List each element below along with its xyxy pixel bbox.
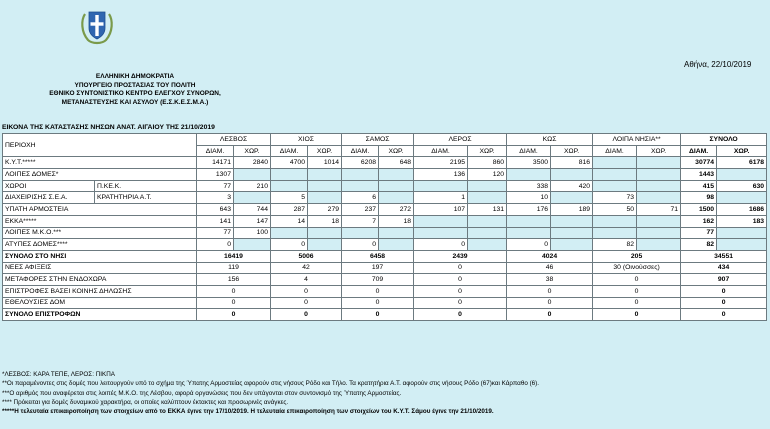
data-cell: 643 — [197, 204, 234, 216]
table-row — [3, 192, 767, 204]
flow-cell: 197 — [342, 262, 414, 274]
flow-cell: 0 — [507, 309, 593, 321]
data-cell — [468, 215, 507, 227]
diam-subheader: ΔΙΑΜ. — [342, 145, 379, 157]
row-label: ΛΟΙΠΕΣ Μ.Κ.Ο.*** — [3, 227, 197, 239]
header-line: ΕΘΝΙΚΟ ΣΥΝΤΟΝΙΣΤΙΚΟ ΚΕΝΤΡΟ ΕΛΕΓΧΟΥ ΣΥΝΟΡΩΝ, — [49, 90, 221, 98]
total-chor-cell — [717, 227, 767, 239]
data-cell: 5 — [271, 192, 308, 204]
flow-total-cell: 0 — [681, 285, 767, 297]
flow-cell: 0 — [271, 309, 342, 321]
footnote-line: **Οι παραμένοντες στις δομές που λειτουργούν υπό το σχήμα της Ύπατης Αρμοστείας αφορούν στις νήσους Ρόδο και Τήλο. Τα κρατητήρια Α.Τ. αφορούν στις νήσους Ρόδο (67)και Κάρπαθο (6). — [2, 380, 540, 388]
total-chor-cell: 6178 — [717, 157, 767, 169]
data-cell — [507, 227, 551, 239]
table-row — [3, 157, 767, 169]
footnote-line: **** Πρόκειται για δομές δυναμικού χαρακτήρα, οι οποίες καλύπτουν έκτακτες και προσωρινές ανάγκες. — [2, 398, 289, 406]
island-total-cell: 205 — [593, 250, 681, 262]
choroi-sub-label: ΚΡΑΤΗΤΗΡΙΑ Α.Τ. — [95, 192, 197, 204]
data-cell: 73 — [593, 192, 637, 204]
row-label: ΣΥΝΟΛΟ ΣΤΟ ΝΗΣΙ — [3, 250, 197, 262]
data-cell: 0 — [507, 239, 551, 251]
data-cell — [342, 180, 379, 192]
flow-row — [3, 262, 767, 274]
flow-cell: 0 — [342, 309, 414, 321]
flow-cell: 0 — [414, 274, 507, 286]
row-label: ΕΚΚΑ***** — [3, 215, 197, 227]
data-cell — [551, 239, 593, 251]
row-label: ΜΕΤΑΦΟΡΕΣ ΣΤΗΝ ΕΝΔΟΧΩΡΑ — [3, 274, 197, 286]
data-cell: 6 — [342, 192, 379, 204]
flow-cell: 0 — [342, 297, 414, 309]
data-cell — [379, 239, 414, 251]
flow-row — [3, 309, 767, 321]
total-chor-cell — [717, 192, 767, 204]
islands-status-table — [2, 133, 767, 321]
data-cell — [234, 239, 271, 251]
total-diam-cell: 1443 — [681, 169, 717, 181]
data-cell — [379, 180, 414, 192]
row-label: ΕΠΙΣΤΡΟΦΕΣ ΒΑΣΕΙ ΚΟΙΝΗΣ ΔΗΛΩΣΗΣ — [3, 285, 197, 297]
total-diam-cell: 1500 — [681, 204, 717, 216]
data-cell — [468, 239, 507, 251]
data-cell — [308, 180, 342, 192]
data-cell: 18 — [379, 215, 414, 227]
row-label: ΕΘΕΛΟΥΣΙΕΣ ΔΟΜ — [3, 297, 197, 309]
data-cell: 120 — [468, 169, 507, 181]
data-cell — [271, 180, 308, 192]
total-chor-cell: 1686 — [717, 204, 767, 216]
row-label: ΑΤΥΠΕΣ ΔΟΜΕΣ**** — [3, 239, 197, 251]
flow-cell: 0 — [414, 262, 507, 274]
data-cell — [308, 192, 342, 204]
data-cell — [593, 157, 637, 169]
footnote-line: ***Ο αριθμός που αναφέρεται στις λοιπές Μ.Κ.Ο. της Λέσβου, αφορά οργανώσεις που δεν υπάγονται στον συντονισμό της Ύπατης Αρμοστείας. — [2, 389, 402, 397]
choroi-label: ΧΩΡΟΙ — [3, 180, 95, 192]
row-label: ΥΠΑΤΗ ΑΡΜΟΣΤΕΙΑ — [3, 204, 197, 216]
flow-cell: 156 — [197, 274, 271, 286]
island-header: ΧΙΟΣ — [271, 134, 342, 146]
flow-row — [3, 274, 767, 286]
data-cell: 14 — [271, 215, 308, 227]
data-cell — [637, 157, 681, 169]
data-cell — [468, 192, 507, 204]
data-cell — [379, 192, 414, 204]
flow-cell: 46 — [507, 262, 593, 274]
data-cell: 189 — [551, 204, 593, 216]
data-cell: 71 — [637, 204, 681, 216]
header-line: ΕΛΛΗΝΙΚΗ ΔΗΜΟΚΡΑΤΙΑ — [95, 73, 175, 80]
flow-cell: 0 — [414, 297, 507, 309]
data-cell: 77 — [197, 227, 234, 239]
data-cell — [342, 169, 379, 181]
island-total-cell: 2439 — [414, 250, 507, 262]
data-cell — [551, 169, 593, 181]
data-cell — [468, 227, 507, 239]
data-cell: 338 — [507, 180, 551, 192]
total-diam-cell: 415 — [681, 180, 717, 192]
data-cell: 279 — [308, 204, 342, 216]
total-diam-cell: 82 — [681, 239, 717, 251]
flow-cell: 0 — [593, 297, 681, 309]
region-header: ΠΕΡΙΟΧΗ — [3, 134, 197, 157]
header-line: ΜΕΤΑΝΑΣΤΕΥΣΗΣ ΚΑΙ ΑΣΥΛΟΥ (Ε.Σ.Κ.Ε.Σ.Μ.Α.) — [61, 98, 209, 106]
data-cell — [551, 215, 593, 227]
table-row — [3, 215, 767, 227]
data-cell: 3500 — [507, 157, 551, 169]
data-cell: 648 — [379, 157, 414, 169]
flow-cell: 0 — [414, 285, 507, 297]
data-cell: 816 — [551, 157, 593, 169]
data-cell: 77 — [197, 180, 234, 192]
island-total-cell: 4024 — [507, 250, 593, 262]
table-row — [3, 204, 767, 216]
data-cell: 10 — [507, 192, 551, 204]
row-label: ΝΕΕΣ ΑΦΙΞΕΙΣ — [3, 262, 197, 274]
flow-cell: 38 — [507, 274, 593, 286]
data-cell: 1014 — [308, 157, 342, 169]
issuing-authority — [40, 73, 230, 107]
data-cell: 50 — [593, 204, 637, 216]
diam-subheader: ΔΙΑΜ. — [271, 145, 308, 157]
grand-total-cell: 34551 — [681, 250, 767, 262]
data-cell: 7 — [342, 215, 379, 227]
flow-cell: 0 — [197, 285, 271, 297]
greek-coat-of-arms-icon — [80, 6, 114, 46]
data-cell — [379, 227, 414, 239]
data-cell — [637, 239, 681, 251]
data-cell: 176 — [507, 204, 551, 216]
total-header: ΣΥΝΟΛΟ — [681, 134, 767, 146]
flow-row — [3, 297, 767, 309]
chor-subheader: ΧΩΡ. — [234, 145, 271, 157]
total-diam-cell: 30774 — [681, 157, 717, 169]
data-cell: 210 — [234, 180, 271, 192]
flow-cell: 0 — [593, 309, 681, 321]
island-header: ΚΩΣ — [507, 134, 593, 146]
flow-row — [3, 285, 767, 297]
footnotes — [2, 370, 539, 416]
flow-cell: 0 — [197, 297, 271, 309]
data-cell: 0 — [197, 239, 234, 251]
data-cell: 0 — [414, 239, 468, 251]
data-cell — [507, 169, 551, 181]
data-cell — [379, 169, 414, 181]
data-cell: 107 — [414, 204, 468, 216]
total-diam-cell: 98 — [681, 192, 717, 204]
flow-cell: 30 (Οινούσσες) — [593, 262, 681, 274]
flow-cell: 0 — [593, 285, 681, 297]
footnote-line: *****Η τελευταία επικαιροποίηση των στοιχείων από το ΕΚΚΑ έγινε την 17/10/2019. Η τελευταία επικαιροποίηση των στοιχείων του Κ.Υ.Τ. Σάμου έγινε την 21/10/2019. — [2, 408, 494, 416]
total-chor-cell — [717, 169, 767, 181]
flow-cell: 119 — [197, 262, 271, 274]
data-cell — [308, 239, 342, 251]
data-cell: 420 — [551, 180, 593, 192]
row-label: ΛΟΙΠΕΣ ΔΟΜΕΣ* — [3, 169, 197, 181]
data-cell: 100 — [234, 227, 271, 239]
data-cell — [593, 169, 637, 181]
synolo-row — [3, 250, 767, 262]
table-row — [3, 239, 767, 251]
data-cell: 131 — [468, 204, 507, 216]
data-cell — [637, 180, 681, 192]
data-cell — [593, 215, 637, 227]
data-cell — [637, 227, 681, 239]
total-chor-cell: 630 — [717, 180, 767, 192]
data-cell: 0 — [271, 239, 308, 251]
data-cell: 237 — [342, 204, 379, 216]
data-cell — [468, 180, 507, 192]
data-cell: 14171 — [197, 157, 234, 169]
data-cell: 744 — [234, 204, 271, 216]
diam-subheader: ΔΙΑΜ. — [507, 145, 551, 157]
header-line: ΥΠΟΥΡΓΕΙΟ ΠΡΟΣΤΑΣΙΑΣ ΤΟΥ ΠΟΛΙΤΗ — [74, 81, 196, 89]
chor-subheader: ΧΩΡ. — [551, 145, 593, 157]
island-header: ΛΕΡΟΣ — [414, 134, 507, 146]
data-cell: 272 — [379, 204, 414, 216]
island-total-cell: 5006 — [271, 250, 342, 262]
flow-cell: 4 — [271, 274, 342, 286]
flow-cell: 0 — [593, 274, 681, 286]
data-cell — [414, 227, 468, 239]
data-cell: 3 — [197, 192, 234, 204]
flow-cell: 0 — [507, 285, 593, 297]
flow-cell: 709 — [342, 274, 414, 286]
data-cell — [637, 192, 681, 204]
data-cell — [414, 180, 468, 192]
data-cell: 4700 — [271, 157, 308, 169]
data-cell: 287 — [271, 204, 308, 216]
total-diam-cell: 77 — [681, 227, 717, 239]
flow-cell: 0 — [271, 297, 342, 309]
island-total-cell: 6458 — [342, 250, 414, 262]
data-cell — [342, 227, 379, 239]
flow-cell: 0 — [507, 297, 593, 309]
chor-subheader: ΧΩΡ. — [717, 145, 767, 157]
chor-subheader: ΧΩΡ. — [468, 145, 507, 157]
data-cell — [308, 169, 342, 181]
data-cell — [308, 227, 342, 239]
data-cell: 147 — [234, 215, 271, 227]
island-header: ΛΕΣΒΟΣ — [197, 134, 271, 146]
choroi-sub-label: Π.ΚΕ.Κ. — [95, 180, 197, 192]
chor-subheader: ΧΩΡ. — [637, 145, 681, 157]
data-cell — [414, 215, 468, 227]
data-cell: 18 — [308, 215, 342, 227]
data-cell: 136 — [414, 169, 468, 181]
table-row — [3, 169, 767, 181]
total-chor-cell: 183 — [717, 215, 767, 227]
data-cell — [593, 227, 637, 239]
data-cell: 82 — [593, 239, 637, 251]
data-cell — [234, 169, 271, 181]
flow-cell: 0 — [342, 285, 414, 297]
flow-total-cell: 907 — [681, 274, 767, 286]
row-label: Κ.Υ.Τ.***** — [3, 157, 197, 169]
data-cell — [234, 192, 271, 204]
table-row — [3, 227, 767, 239]
data-cell: 6208 — [342, 157, 379, 169]
data-cell: 2195 — [414, 157, 468, 169]
data-cell — [637, 215, 681, 227]
flow-total-cell: 0 — [681, 309, 767, 321]
chor-subheader: ΧΩΡ. — [379, 145, 414, 157]
data-cell: 1 — [414, 192, 468, 204]
data-cell — [507, 215, 551, 227]
total-diam-cell: 162 — [681, 215, 717, 227]
data-cell — [271, 169, 308, 181]
flow-total-cell: 434 — [681, 262, 767, 274]
diam-subheader: ΔΙΑΜ. — [197, 145, 234, 157]
island-header: ΛΟΙΠΑ ΝΗΣΙΑ** — [593, 134, 681, 146]
table-row — [3, 180, 767, 192]
data-cell: 2840 — [234, 157, 271, 169]
diam-subheader: ΔΙΑΜ. — [681, 145, 717, 157]
data-cell — [271, 227, 308, 239]
island-total-cell: 16419 — [197, 250, 271, 262]
flow-cell: 0 — [271, 285, 342, 297]
flow-cell: 0 — [197, 309, 271, 321]
data-cell: 0 — [342, 239, 379, 251]
data-cell: 1307 — [197, 169, 234, 181]
diam-subheader: ΔΙΑΜ. — [593, 145, 637, 157]
footnote-line: *ΛΕΣΒΟΣ: ΚΑΡΑ ΤΕΠΕ, ΛΕΡΟΣ: ΠΙΚΠΑ — [2, 371, 115, 378]
flow-total-cell: 0 — [681, 297, 767, 309]
row-label: ΣΥΝΟΛΟ ΕΠΙΣΤΡΟΦΩΝ — [3, 309, 197, 321]
choroi-label: ΔΙΑΧΕΙΡΙΣΗΣ Σ.Ε.Α. — [3, 192, 95, 204]
flow-cell: 42 — [271, 262, 342, 274]
diam-subheader: ΔΙΑΜ. — [414, 145, 468, 157]
data-cell: 141 — [197, 215, 234, 227]
total-chor-cell — [717, 239, 767, 251]
data-cell: 860 — [468, 157, 507, 169]
flow-cell: 0 — [414, 309, 507, 321]
island-header: ΣΑΜΟΣ — [342, 134, 414, 146]
document-date: Αθήνα, 22/10/2019 — [684, 60, 752, 69]
data-cell — [637, 169, 681, 181]
document-title: ΕΙΚΟΝΑ ΤΗΣ ΚΑΤΑΣΤΑΣΗΣ ΝΗΣΩΝ ΑΝΑΤ. ΑΙΓΑΙΟΥ ΤΗΣ 21/10/2019 — [2, 124, 215, 131]
data-cell — [551, 192, 593, 204]
data-cell — [593, 180, 637, 192]
chor-subheader: ΧΩΡ. — [308, 145, 342, 157]
header-row — [3, 134, 767, 146]
data-cell — [551, 227, 593, 239]
